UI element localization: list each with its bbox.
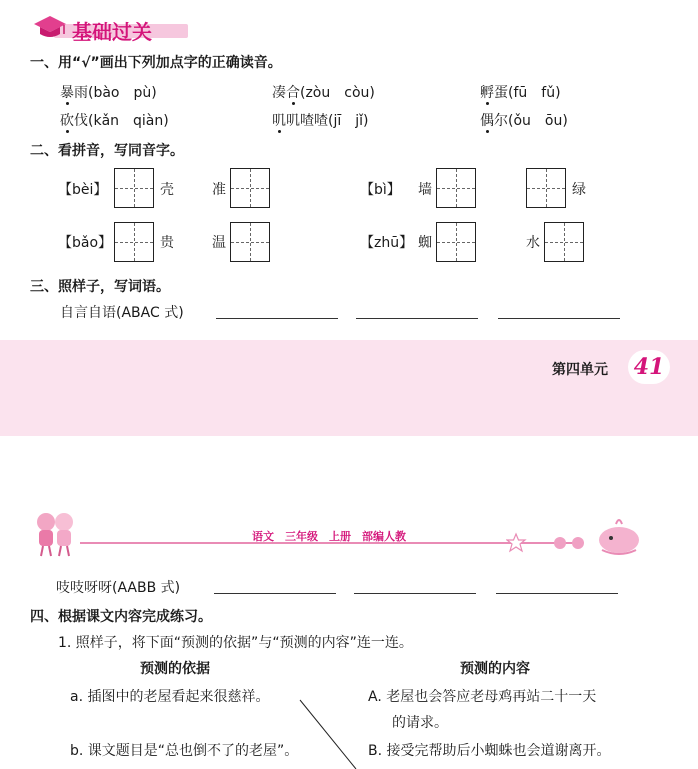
- section-banner: [30, 12, 180, 42]
- answer-line[interactable]: [214, 593, 336, 594]
- q1-item: 砍伐(kǎn qiàn): [60, 113, 169, 129]
- answer-line[interactable]: [354, 593, 476, 594]
- writing-box[interactable]: [436, 168, 476, 208]
- page-break-band: [0, 340, 698, 436]
- q1-heading: 一、用“√”画出下列加点字的正确读音。: [30, 55, 282, 71]
- answer-line[interactable]: [216, 318, 338, 319]
- writing-box[interactable]: [230, 168, 270, 208]
- writing-box[interactable]: [526, 168, 566, 208]
- q3-example: 自言自语(ABAC 式): [60, 305, 184, 321]
- pinyin-label: 【bèi】: [58, 182, 108, 198]
- whale-illustration-icon: [596, 514, 642, 556]
- word-char: 准: [212, 182, 226, 198]
- kids-illustration-icon: [28, 508, 84, 560]
- word-char: 墙: [418, 182, 432, 198]
- q4-heading: 四、根据课文内容完成练习。: [30, 609, 212, 625]
- right-item-continuation: 的请求。: [392, 715, 448, 731]
- q1-item: 暴雨(bào pù): [60, 85, 157, 101]
- star-dots-icon: [506, 532, 596, 554]
- left-item[interactable]: a. 插图中的老屋看起来很慈祥。: [70, 689, 270, 705]
- q1-item: 凑合(zòu còu): [272, 85, 375, 101]
- word-char: 水: [526, 235, 540, 251]
- writing-box[interactable]: [544, 222, 584, 262]
- writing-box[interactable]: [230, 222, 270, 262]
- q1-item: 叽叽喳喳(jī jǐ): [272, 113, 369, 129]
- q4-sub-question: 1. 照样子，将下面“预测的依据”与“预测的内容”连一连。: [58, 635, 413, 651]
- q3-heading: 三、照样子，写词语。: [30, 279, 170, 295]
- right-item[interactable]: A. 老屋也会答应老母鸡再站二十一天: [368, 689, 597, 705]
- word-char: 绿: [572, 182, 586, 198]
- word-char: 温: [212, 235, 226, 251]
- answer-line[interactable]: [356, 318, 478, 319]
- right-item[interactable]: B. 接受完帮助后小蜘蛛也会道谢离开。: [368, 743, 611, 759]
- writing-box[interactable]: [114, 222, 154, 262]
- left-item[interactable]: b. 课文题目是“总也倒不了的老屋”。: [70, 743, 299, 759]
- pinyin-label: 【bì】: [360, 182, 401, 198]
- q2-heading: 二、看拼音，写同音字。: [30, 143, 184, 159]
- writing-box[interactable]: [114, 168, 154, 208]
- word-char: 贵: [160, 235, 174, 251]
- q3-example: 吱吱呀呀(AABB 式): [56, 580, 181, 596]
- pinyin-label: 【zhū】: [360, 235, 414, 251]
- header-text: 语文 三年级 上册 部编人教: [252, 530, 406, 543]
- column-header-left: 预测的依据: [140, 661, 210, 677]
- q1-item: 孵蛋(fū fǔ): [480, 85, 561, 101]
- graduation-cap-icon: [30, 12, 70, 42]
- column-header-right: 预测的内容: [460, 661, 530, 677]
- q1-item: 偶尔(ǒu ōu): [480, 113, 568, 129]
- pinyin-label: 【bǎo】: [58, 235, 113, 251]
- banner-title: 基础过关: [72, 20, 152, 44]
- word-char: 蜘: [418, 235, 432, 251]
- page-number: 41: [633, 354, 665, 380]
- answer-line[interactable]: [498, 318, 620, 319]
- writing-box[interactable]: [436, 222, 476, 262]
- word-char: 壳: [160, 182, 174, 198]
- unit-label: 第四单元: [552, 362, 608, 378]
- answer-line[interactable]: [496, 593, 618, 594]
